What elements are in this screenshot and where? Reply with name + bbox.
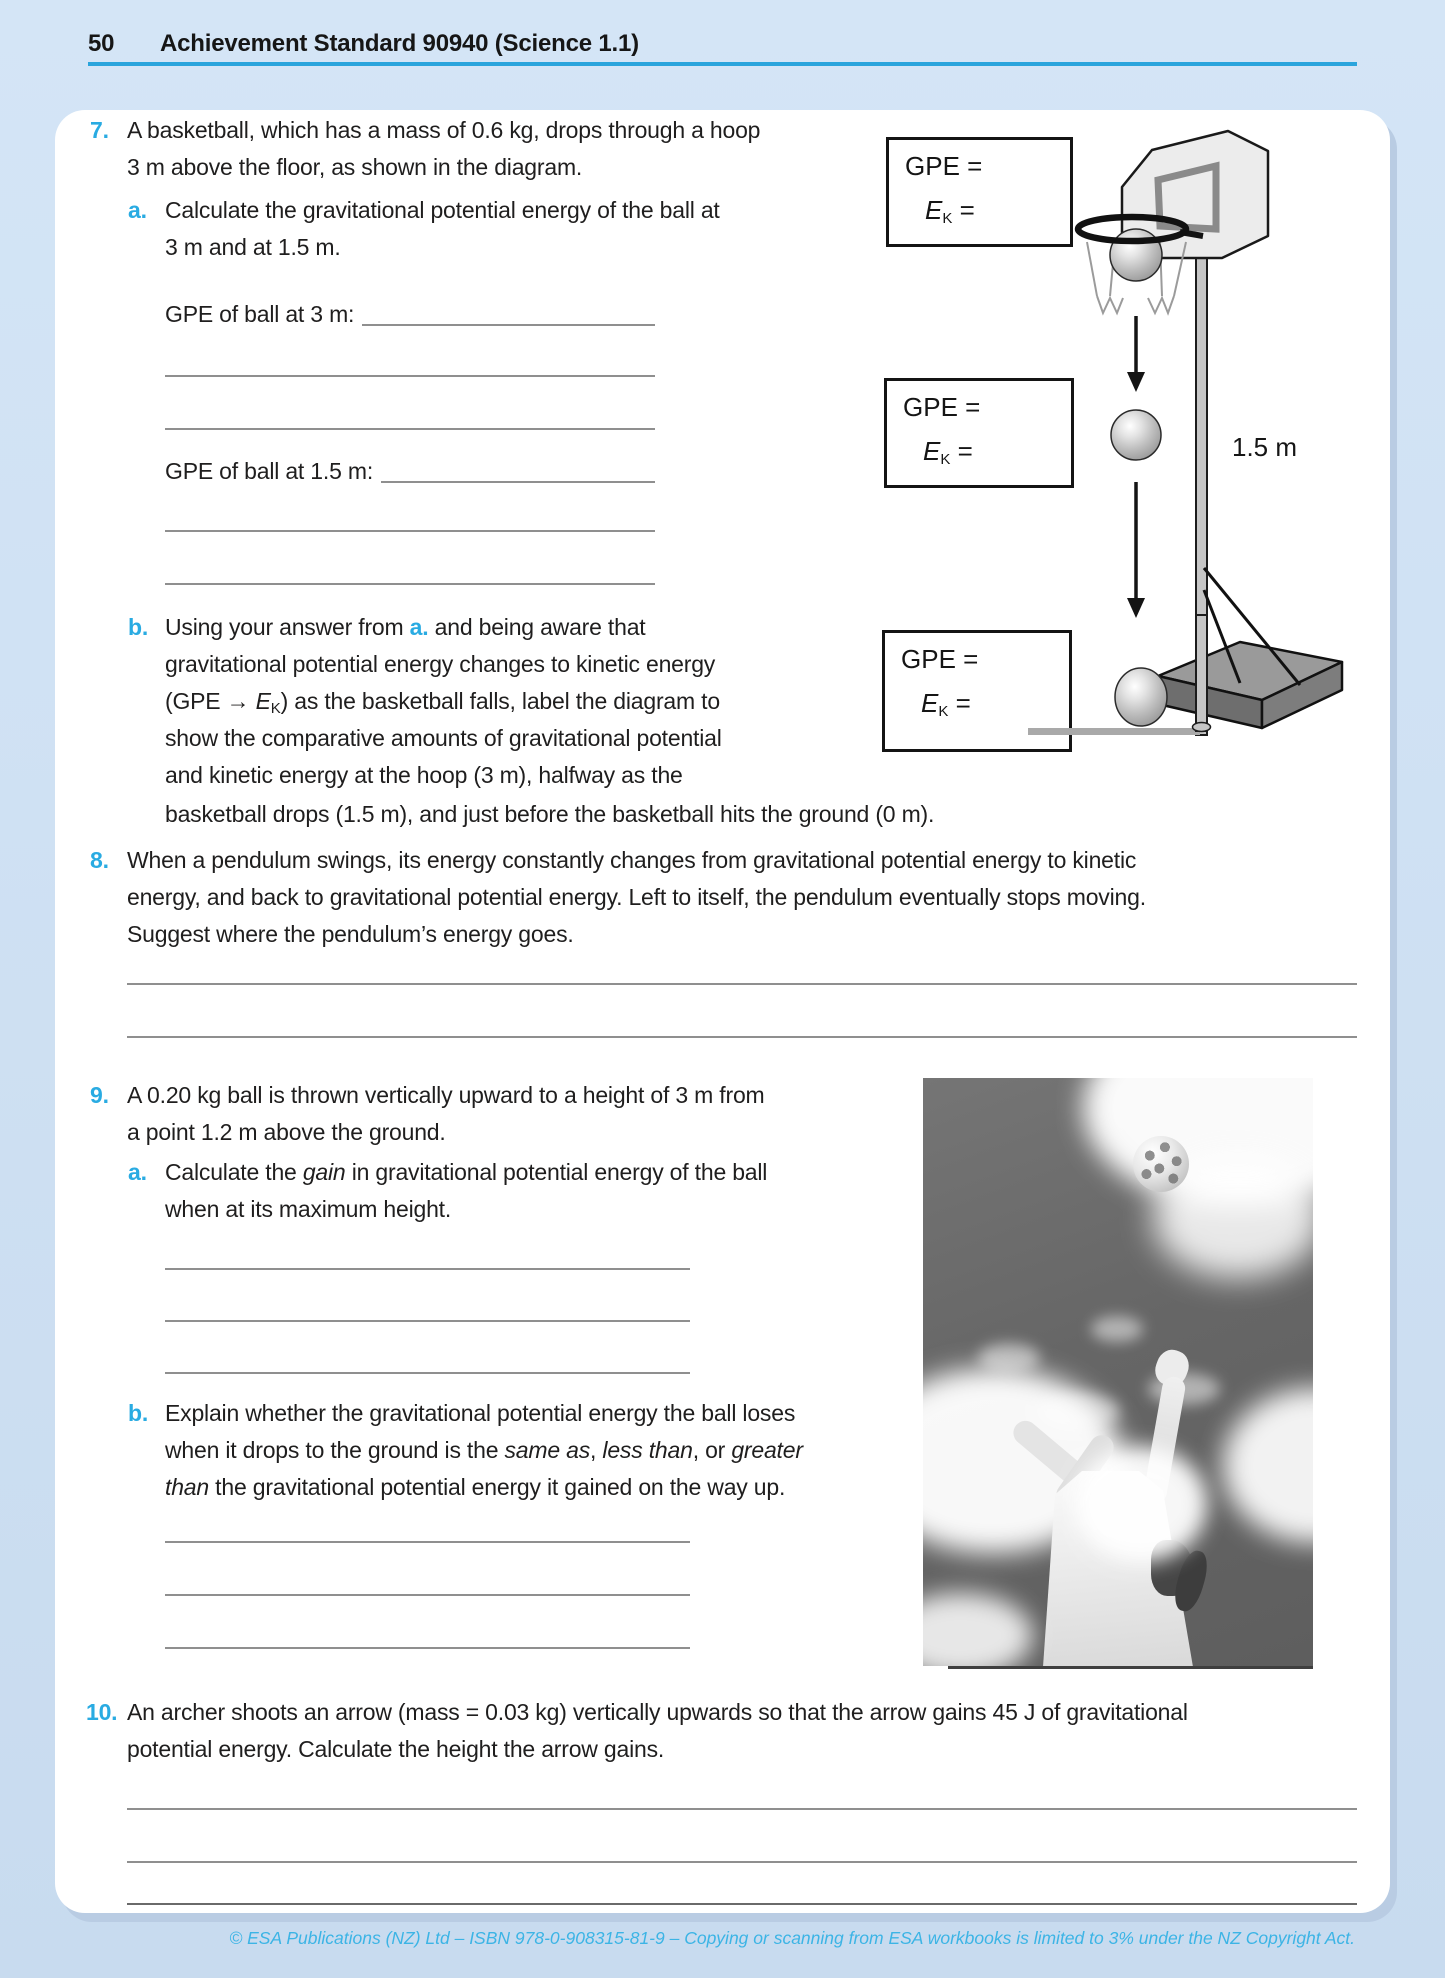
q8-answer-line — [127, 983, 1357, 985]
q9b-answer-line — [165, 1647, 690, 1649]
q7a-label: a. — [128, 197, 147, 223]
thrown-ball — [1133, 1136, 1189, 1192]
q7b-text-line1 — [165, 610, 645, 644]
q7b-label: b. — [128, 614, 149, 640]
gpe-ek-box-halfway — [884, 378, 1074, 488]
q7b-l1-part2: and being aware that — [428, 614, 646, 640]
q9a-answer-line — [165, 1320, 690, 1322]
q10-text-line2: potential energy. Calculate the height the arrow gains. — [127, 1736, 665, 1762]
ek-label — [923, 436, 1071, 467]
q7a-answer-line — [165, 530, 655, 532]
q7a-text-line1: Calculate the gravitational potential energy of the ball at — [165, 197, 720, 223]
q7a-answer-line — [165, 428, 655, 430]
q8-text-line3: Suggest where the pendulum’s energy goes. — [127, 921, 574, 947]
q10-answer-line — [127, 1861, 1357, 1863]
ek-symbol: E — [921, 688, 939, 718]
q9a-answer-line — [165, 1372, 690, 1374]
q7a-gpe-15m-answer-line — [381, 481, 655, 483]
q9b-l2-part3: , or — [692, 1437, 732, 1463]
ek-symbol: E — [923, 436, 941, 466]
q7a-gpe-15m-label: GPE of ball at 1.5 m: — [165, 458, 374, 484]
copyright-footer: © ESA Publications (NZ) Ltd – ISBN 978-0-908315-81-9 – Copying or scanning from ESA workbooks is limited to 3% under the NZ Copyright Act. — [229, 1928, 1355, 1948]
q7b-l3-ek-symbol: E — [255, 688, 271, 714]
ek-symbol: E — [925, 195, 943, 225]
ek-subscript: K — [942, 210, 953, 227]
gpe-label: GPE = — [901, 644, 979, 674]
q8-answer-line — [127, 1036, 1357, 1038]
q9a-l1-part2: in gravitational potential energy of the ball — [345, 1159, 768, 1185]
cloud-wisp — [1091, 1316, 1143, 1342]
q8-text-line1: When a pendulum swings, its energy constantly changes from gravitational potential energy to kinetic — [127, 847, 1137, 873]
cloud-over-face — [1075, 1446, 1207, 1562]
q9b-text-line2 — [165, 1433, 803, 1467]
q9a-label: a. — [128, 1159, 147, 1185]
q7b-text-line3 — [165, 684, 720, 722]
q10-answer-line — [127, 1808, 1357, 1810]
q9-text-line2: a point 1.2 m above the ground. — [127, 1119, 446, 1145]
q7a-gpe-15m-row — [165, 454, 655, 488]
q7a-gpe-3m-row — [165, 297, 655, 331]
ek-equals: = — [950, 436, 973, 466]
q7b-text-line2: gravitational potential energy changes to kinetic energy — [165, 651, 716, 677]
q9a-text-line2: when at its maximum height. — [165, 1196, 452, 1222]
q9a-l1-gain-italic: gain — [302, 1159, 346, 1185]
gpe-ek-box-ground — [882, 630, 1072, 752]
q7-number: 7. — [90, 117, 109, 143]
q7a-text-line2: 3 m and at 1.5 m. — [165, 234, 341, 260]
ball-throw-photo — [923, 1078, 1313, 1666]
q7b-text-line4: show the comparative amounts of gravitational potential — [165, 725, 722, 751]
q8-text-line2: energy, and back to gravitational potential energy. Left to itself, the pendulum eventually stops moving. — [127, 884, 1146, 910]
ek-subscript: K — [938, 703, 949, 720]
q7a-answer-line — [165, 375, 655, 377]
q7b-text-line6: basketball drops (1.5 m), and just before the basketball hits the ground (0 m). — [165, 801, 935, 827]
ek-subscript: K — [940, 451, 951, 468]
q9b-text-line3 — [165, 1470, 785, 1504]
q9b-l3-part2: the gravitational potential energy it gained on the way up. — [208, 1474, 786, 1500]
q9b-answer-line — [165, 1541, 690, 1543]
height-label-1-5m: 1.5 m — [1232, 432, 1298, 462]
q9b-l2-part2: , — [590, 1437, 603, 1463]
q9a-text-line1 — [165, 1155, 767, 1189]
q10-text-line1: An archer shoots an arrow (mass = 0.03 kg) vertically upwards so that the arrow gains 45 J of gravitational — [127, 1699, 1188, 1725]
q7a-answer-line — [165, 583, 655, 585]
q9-number: 9. — [90, 1082, 109, 1108]
cloud-right — [1223, 1388, 1313, 1543]
q9b-l2-same-as-italic: same as — [504, 1437, 591, 1463]
ek-label — [921, 688, 1069, 719]
q10-number: 10. — [86, 1699, 118, 1725]
photo-bottom-shadow — [948, 1666, 1313, 1669]
gpe-label: GPE = — [905, 151, 983, 181]
q9b-l3-than-italic: than — [165, 1474, 209, 1500]
q9b-text-line1: Explain whether the gravitational potential energy the ball loses — [165, 1400, 796, 1426]
q9a-answer-line — [165, 1268, 690, 1270]
q9a-l1-part1: Calculate the — [165, 1159, 303, 1185]
q7b-l3-ek-subscript: K — [270, 700, 281, 717]
q9b-l2-less-than-italic: less than — [602, 1437, 693, 1463]
gpe-label: GPE = — [903, 392, 981, 422]
q8-number: 8. — [90, 847, 109, 873]
page-title: Achievement Standard 90940 (Science 1.1) — [160, 30, 639, 57]
q7b-l1-ref-a: a. — [409, 614, 429, 640]
q7a-gpe-3m-answer-line — [362, 324, 655, 326]
header-rule — [88, 62, 1357, 66]
q7b-l3-part2: ) as the basketball falls, label the diagram to — [280, 688, 720, 714]
q9-text-line1: A 0.20 kg ball is thrown vertically upward to a height of 3 m from — [127, 1082, 765, 1108]
gpe-ek-box-hoop — [886, 137, 1073, 247]
page-number: 50 — [88, 30, 115, 57]
q9b-label: b. — [128, 1400, 149, 1426]
q9b-answer-line — [165, 1594, 690, 1596]
q9b-l2-greater-italic: greater — [731, 1437, 803, 1463]
q7-text-line2: 3 m above the floor, as shown in the diagram. — [127, 154, 583, 180]
ek-label — [925, 195, 1070, 226]
q10-answer-line-clipped — [127, 1903, 1357, 1905]
q9b-l2-part1: when it drops to the ground is the — [165, 1437, 505, 1463]
q7b-text-line5: and kinetic energy at the hoop (3 m), halfway as the — [165, 762, 683, 788]
ek-equals: = — [952, 195, 975, 225]
ek-equals: = — [948, 688, 971, 718]
cloud-bottom-left — [923, 1593, 1033, 1666]
q7a-gpe-3m-label: GPE of ball at 3 m: — [165, 301, 355, 327]
q7b-l3-part1: (GPE → — [165, 688, 256, 714]
q7b-l1-part1: Using your answer from — [165, 614, 410, 640]
q7-text-line1: A basketball, which has a mass of 0.6 kg, drops through a hoop — [127, 117, 761, 143]
